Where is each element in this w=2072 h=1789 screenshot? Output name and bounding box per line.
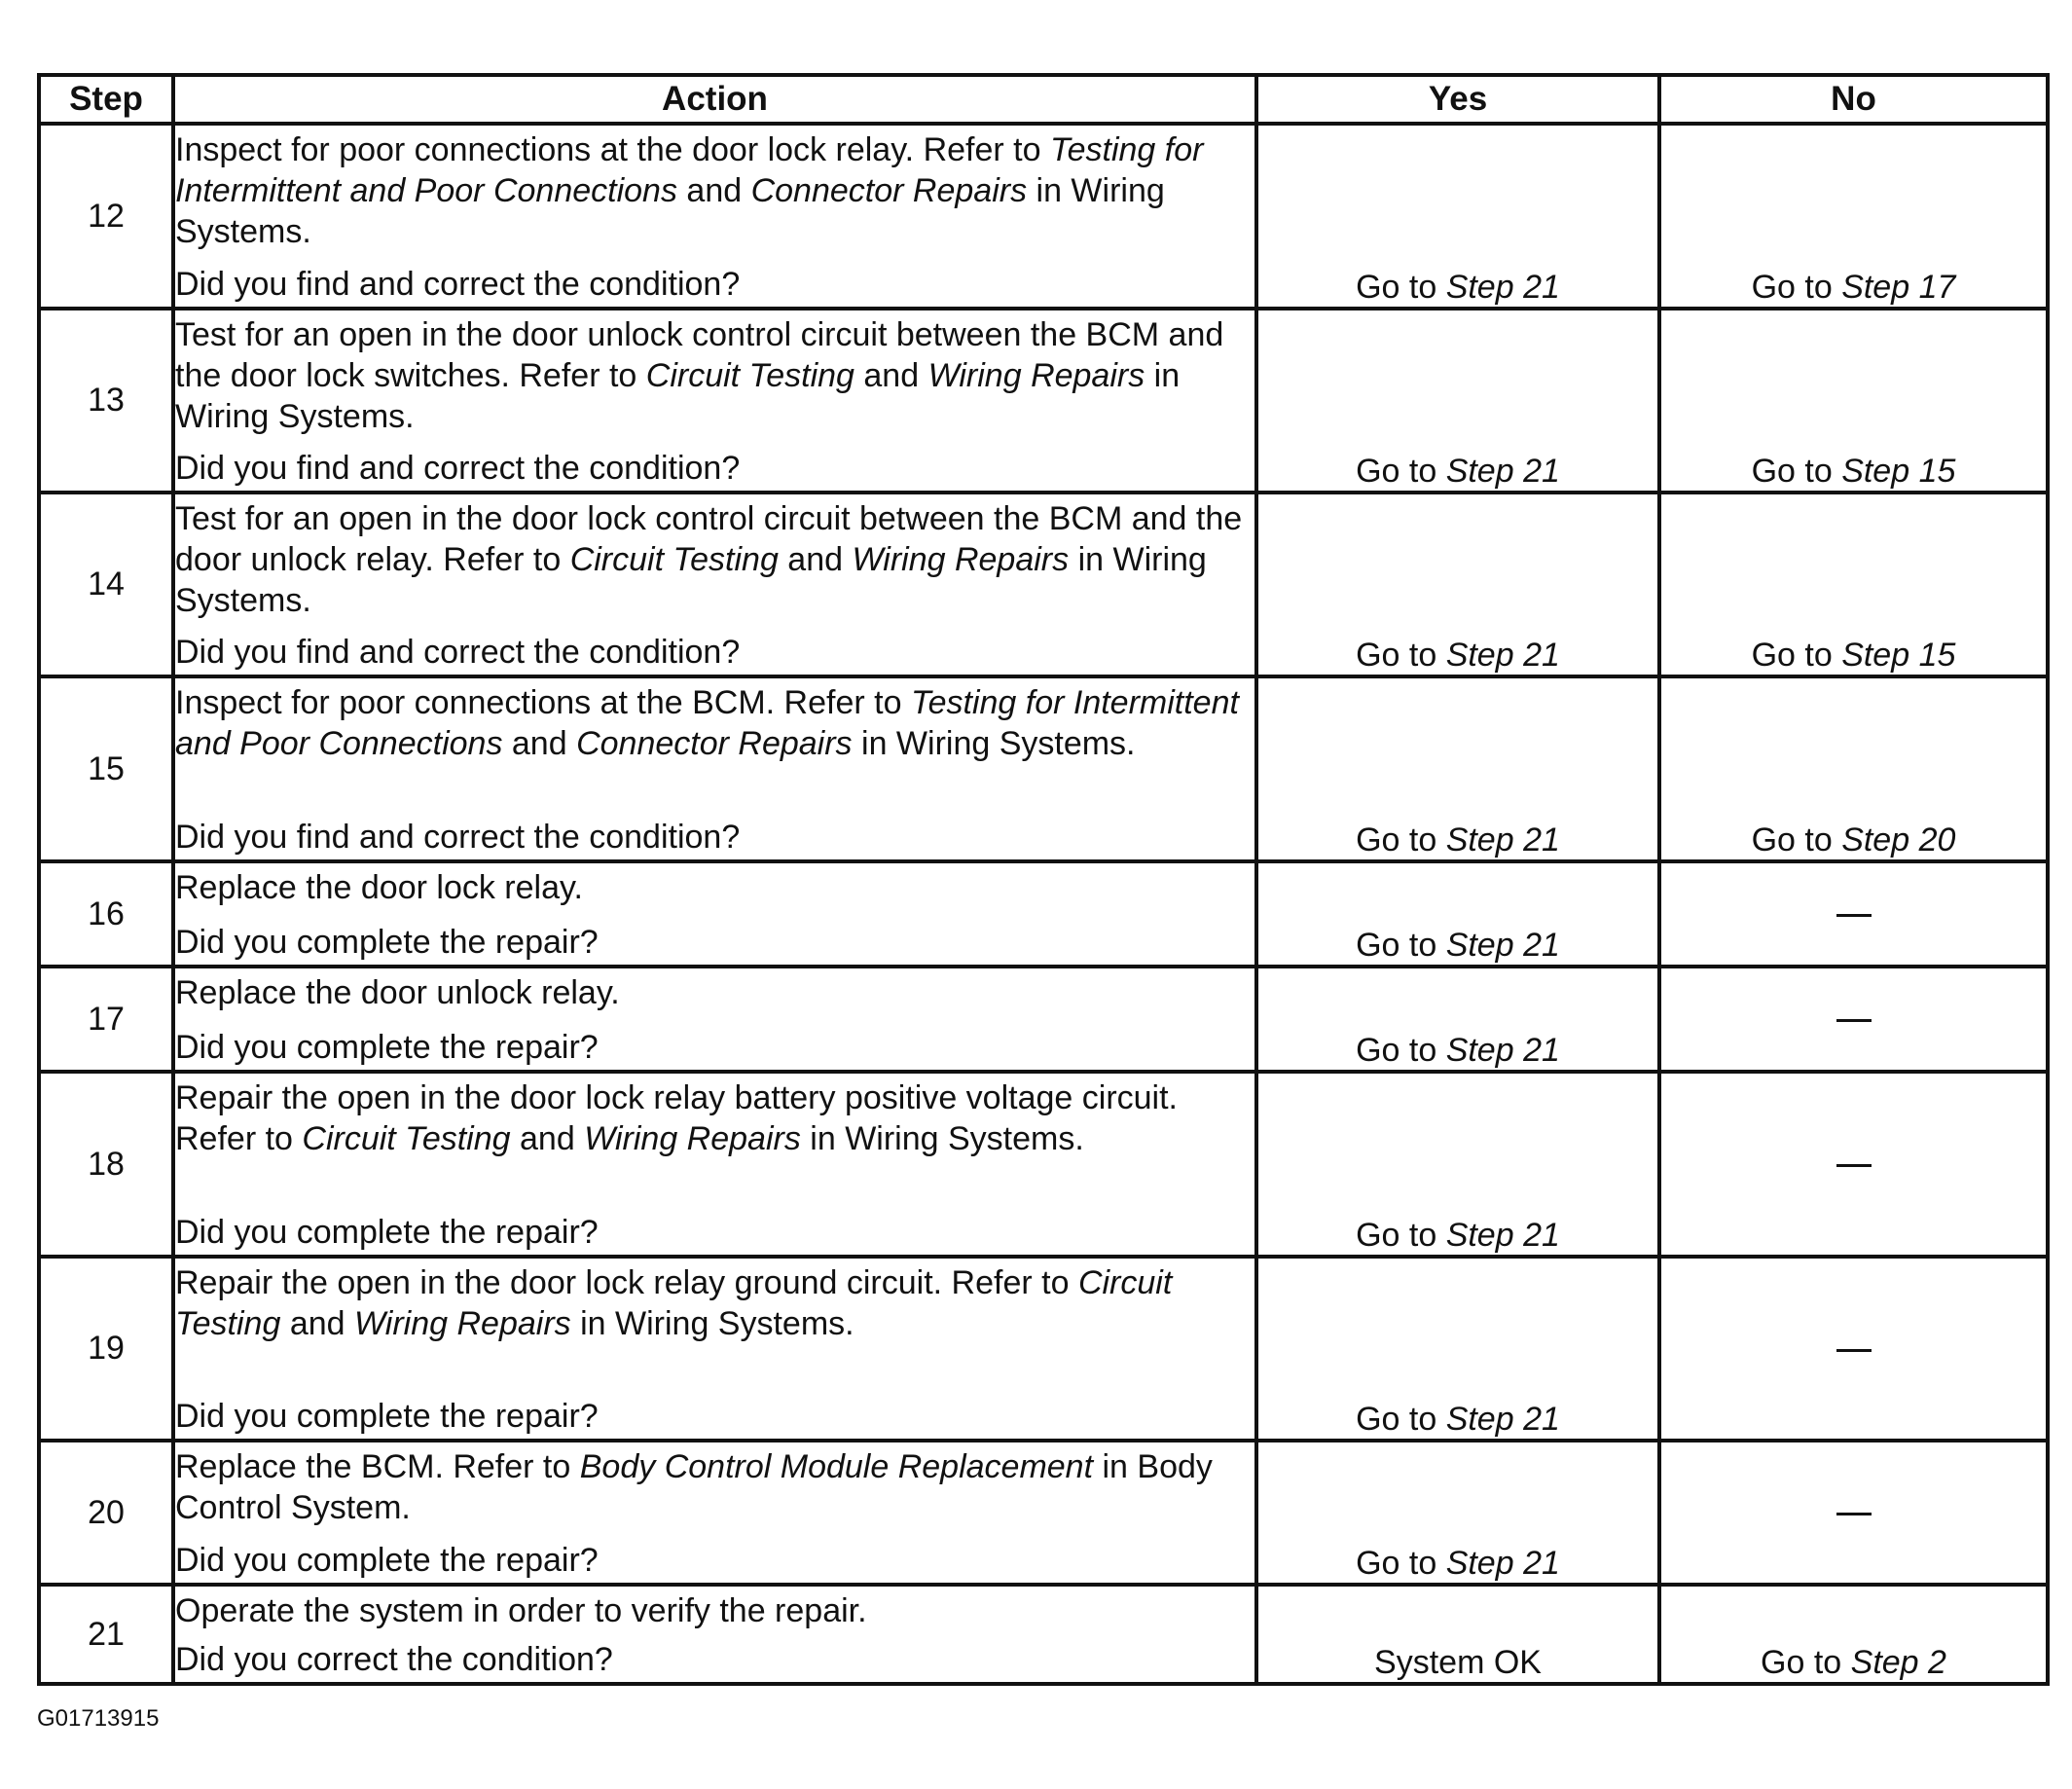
step-reference: Step 21 <box>1445 1217 1560 1254</box>
no-result <box>1659 861 2048 967</box>
yes-result <box>1256 1257 1659 1441</box>
diagnostic-steps-table <box>37 73 2050 1686</box>
step-number: 20 <box>39 1441 173 1585</box>
reference-title: Wiring Repairs <box>927 357 1145 394</box>
action-question: Did you correct the condition? <box>175 1641 613 1678</box>
step-reference: Step 21 <box>1445 1545 1560 1582</box>
yes-result <box>1256 1441 1659 1585</box>
result-text: Go to <box>1751 269 1842 306</box>
figure-id: G01713915 <box>37 1705 160 1732</box>
step-reference: Step 15 <box>1841 637 1956 674</box>
result-text: Go to <box>1356 1545 1446 1582</box>
action-text-segment: Replace the BCM. Refer to <box>175 1448 580 1485</box>
result-text: Go to <box>1751 637 1842 674</box>
action-cell <box>173 861 1256 967</box>
action-text-segment: Test for an open in the door lock control circuit between the BCM and the door unlock relay. Refer to <box>175 500 1243 578</box>
result-text: Go to <box>1356 453 1446 490</box>
no-result <box>1659 1257 2048 1441</box>
action-text-segment: Inspect for poor connections at the door lock relay. Refer to <box>175 131 1050 168</box>
reference-title: Wiring Repairs <box>584 1120 801 1157</box>
table-row <box>39 309 2048 493</box>
action-text-segment: in Body Control System. <box>175 1448 1213 1526</box>
action-text-segment: Replace the door lock relay. <box>175 869 583 906</box>
no-result <box>1659 967 2048 1072</box>
action-question: Did you complete the repair? <box>175 1398 599 1435</box>
step-reference: Step 21 <box>1445 927 1560 964</box>
step-number: 21 <box>39 1585 173 1684</box>
action-question: Did you find and correct the condition? <box>175 266 741 303</box>
header-action: Action <box>173 75 1256 124</box>
table-row <box>39 1257 2048 1441</box>
step-reference: Step 21 <box>1445 821 1560 858</box>
step-number: 16 <box>39 861 173 967</box>
no-result <box>1659 124 2048 309</box>
action-text-segment: Replace the door unlock relay. <box>175 974 620 1011</box>
not-applicable-dash <box>1836 914 1872 917</box>
action-question: Did you complete the repair? <box>175 1542 599 1579</box>
yes-result <box>1256 309 1659 493</box>
step-reference: Step 17 <box>1841 269 1956 306</box>
action-text-segment: and <box>510 1120 585 1157</box>
step-reference: Step 15 <box>1841 453 1956 490</box>
action-text <box>175 310 1254 437</box>
action-question: Did you complete the repair? <box>175 924 599 961</box>
step-number: 15 <box>39 676 173 861</box>
table-header-row <box>39 75 2048 124</box>
action-text-segment: Operate the system in order to verify the repair. <box>175 1592 867 1629</box>
result-text: Go to <box>1751 821 1842 858</box>
action-question: Did you find and correct the condition? <box>175 450 741 487</box>
yes-result <box>1256 676 1659 861</box>
action-text-segment: Inspect for poor connections at the BCM. Refer to <box>175 684 911 721</box>
yes-result <box>1256 493 1659 676</box>
yes-result <box>1256 861 1659 967</box>
action-text <box>175 1259 1254 1344</box>
no-result <box>1659 493 2048 676</box>
reference-title: Connector Repairs <box>750 172 1028 209</box>
step-reference: Step 21 <box>1445 1401 1560 1438</box>
action-text <box>175 1442 1254 1528</box>
result-text: Go to <box>1356 1032 1446 1069</box>
action-cell <box>173 1585 1256 1684</box>
action-text <box>175 863 1254 908</box>
action-cell <box>173 124 1256 309</box>
not-applicable-dash <box>1836 1513 1872 1515</box>
table-row <box>39 493 2048 676</box>
result-text: Go to <box>1751 453 1842 490</box>
header-yes: Yes <box>1256 75 1659 124</box>
action-text-segment: in Wiring Systems. <box>175 172 1165 250</box>
reference-title: Testing for Intermittent and Poor Connections <box>175 131 1204 209</box>
table-row <box>39 124 2048 309</box>
no-result <box>1659 1441 2048 1585</box>
reference-title: Body Control Module Replacement <box>579 1448 1094 1485</box>
action-text-segment: in Wiring Systems. <box>175 357 1181 435</box>
not-applicable-dash <box>1836 1164 1872 1167</box>
table-row <box>39 861 2048 967</box>
action-text-segment: Test for an open in the door unlock control circuit between the BCM and the door lock switches. Refer to <box>175 316 1224 394</box>
step-reference: Step 21 <box>1445 1032 1560 1069</box>
reference-title: Circuit Testing <box>175 1264 1173 1342</box>
step-reference: Step 20 <box>1841 821 1956 858</box>
table-row <box>39 1441 2048 1585</box>
action-text-segment: and <box>280 1305 354 1342</box>
action-question: Did you complete the repair? <box>175 1029 599 1066</box>
table-row <box>39 1072 2048 1257</box>
table-body <box>39 124 2048 1684</box>
result-text: Go to <box>1761 1644 1851 1681</box>
reference-title: Circuit Testing <box>569 541 779 578</box>
action-text <box>175 1587 1254 1631</box>
step-number: 19 <box>39 1257 173 1441</box>
result-text: Go to <box>1356 927 1446 964</box>
step-reference: Step 21 <box>1445 637 1560 674</box>
table-row <box>39 967 2048 1072</box>
action-text-segment: in Wiring Systems. <box>570 1305 854 1342</box>
action-text <box>175 494 1254 621</box>
action-question: Did you complete the repair? <box>175 1214 599 1251</box>
reference-title: Circuit Testing <box>645 357 854 394</box>
result-text: Go to <box>1356 269 1446 306</box>
table-row <box>39 1585 2048 1684</box>
action-text <box>175 126 1254 252</box>
action-cell <box>173 676 1256 861</box>
result-text: Go to <box>1356 1217 1446 1254</box>
no-result <box>1659 676 2048 861</box>
action-cell <box>173 967 1256 1072</box>
action-text-segment: in Wiring Systems. <box>852 725 1136 762</box>
action-question: Did you find and correct the condition? <box>175 634 741 671</box>
step-number: 17 <box>39 967 173 1072</box>
action-text-segment: and <box>854 357 928 394</box>
table-row <box>39 676 2048 861</box>
no-result <box>1659 309 2048 493</box>
action-cell <box>173 309 1256 493</box>
action-text-segment: Repair the open in the door lock relay battery positive voltage circuit. Refer to <box>175 1079 1178 1157</box>
no-result <box>1659 1072 2048 1257</box>
step-reference: Step 21 <box>1445 269 1560 306</box>
action-cell <box>173 1072 1256 1257</box>
reference-title: Connector Repairs <box>576 725 853 762</box>
not-applicable-dash <box>1836 1349 1872 1352</box>
action-cell <box>173 1257 1256 1441</box>
result-text: System OK <box>1374 1644 1542 1681</box>
action-cell <box>173 493 1256 676</box>
reference-title: Wiring Repairs <box>852 541 1070 578</box>
yes-result <box>1256 967 1659 1072</box>
step-number: 14 <box>39 493 173 676</box>
result-text: Go to <box>1356 821 1446 858</box>
result-text: Go to <box>1356 637 1446 674</box>
action-text-segment: Repair the open in the door lock relay ground circuit. Refer to <box>175 1264 1078 1301</box>
action-text <box>175 678 1254 764</box>
action-text-segment: and <box>778 541 853 578</box>
action-cell <box>173 1441 1256 1585</box>
step-number: 13 <box>39 309 173 493</box>
action-text-segment: and <box>502 725 577 762</box>
action-text-segment: and <box>676 172 751 209</box>
step-reference: Step 2 <box>1850 1644 1946 1681</box>
not-applicable-dash <box>1836 1019 1872 1022</box>
no-result <box>1659 1585 2048 1684</box>
header-no: No <box>1659 75 2048 124</box>
action-question: Did you find and correct the condition? <box>175 819 741 856</box>
reference-title: Circuit Testing <box>302 1120 511 1157</box>
reference-title: Testing for Intermittent and Poor Connections <box>175 684 1239 762</box>
step-reference: Step 21 <box>1445 453 1560 490</box>
reference-title: Wiring Repairs <box>354 1305 571 1342</box>
yes-result <box>1256 1072 1659 1257</box>
step-number: 12 <box>39 124 173 309</box>
action-text-segment: in Wiring Systems. <box>175 541 1207 619</box>
yes-result <box>1256 1585 1659 1684</box>
action-text-segment: in Wiring Systems. <box>800 1120 1084 1157</box>
action-text <box>175 968 1254 1013</box>
action-text <box>175 1074 1254 1159</box>
result-text: Go to <box>1356 1401 1446 1438</box>
yes-result <box>1256 124 1659 309</box>
header-step: Step <box>39 75 173 124</box>
step-number: 18 <box>39 1072 173 1257</box>
